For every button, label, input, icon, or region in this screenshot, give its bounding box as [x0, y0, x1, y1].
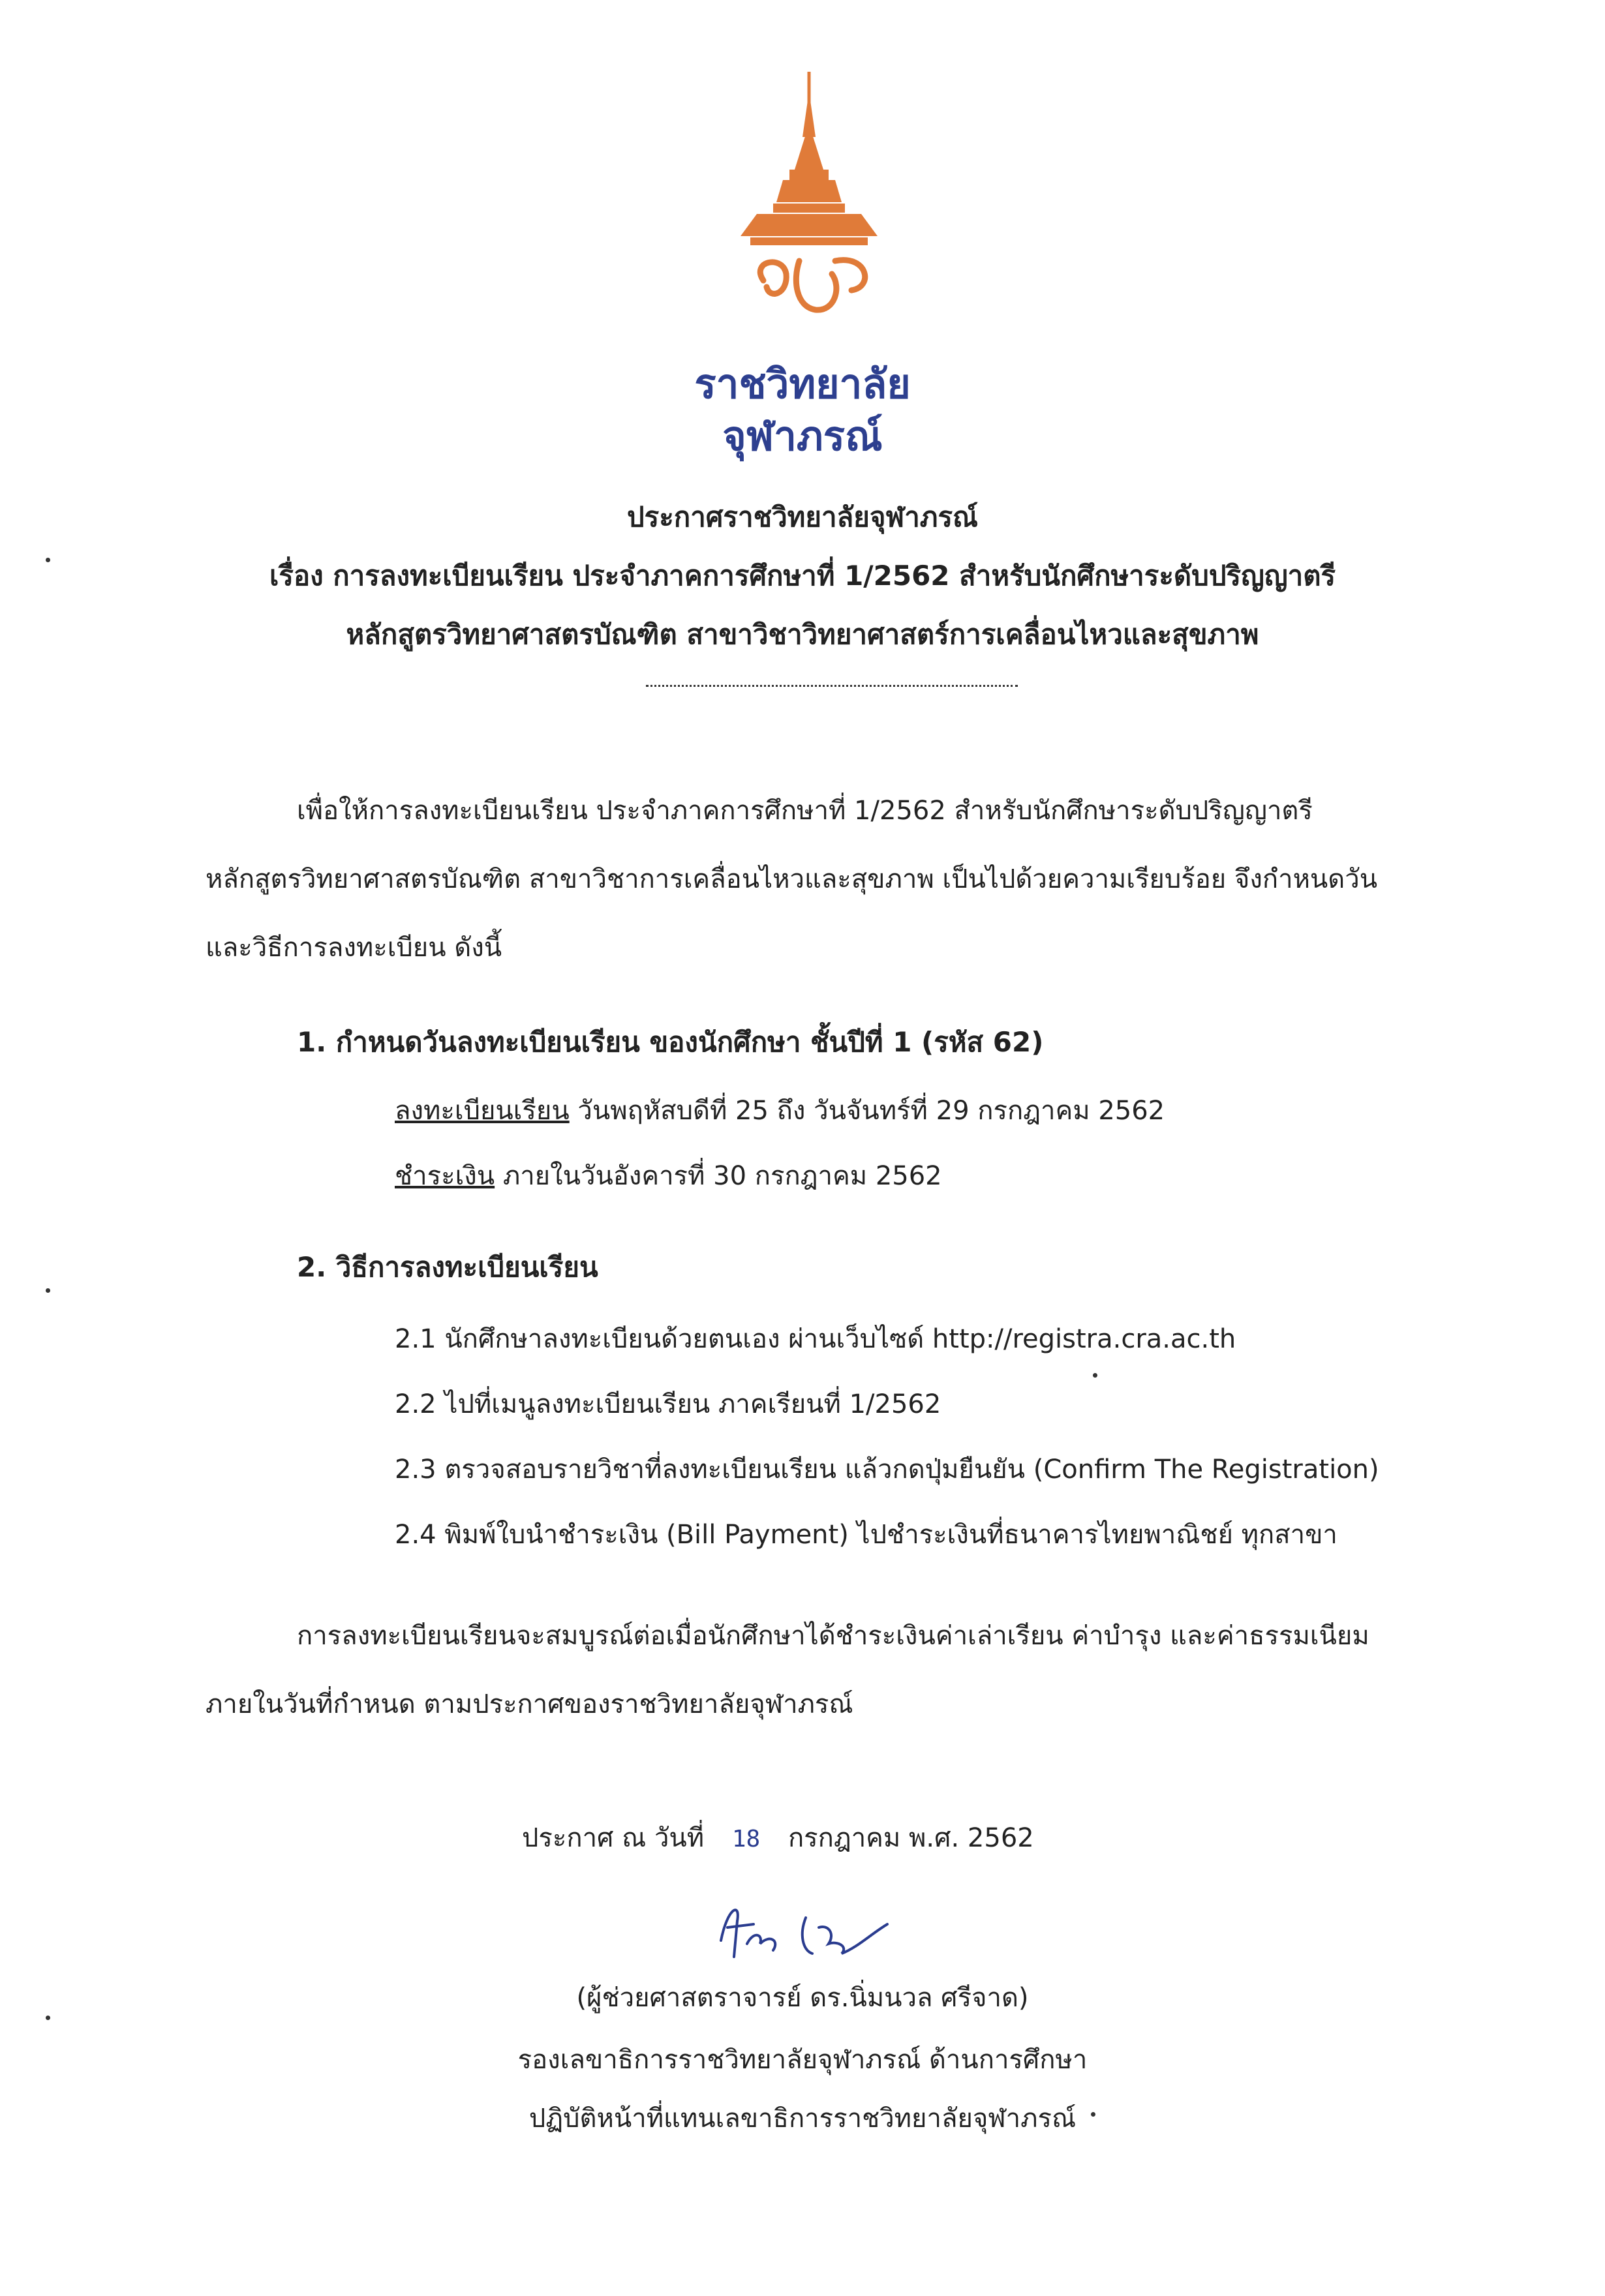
scan-speck	[46, 1288, 50, 1293]
intro-line-3: และวิธีการลงทะเบียน ดังนี้	[206, 933, 502, 963]
signatory-position-1: รองเลขาธิการราชวิทยาลัยจุฬาภรณ์ ด้านการศึกษา	[517, 2045, 1088, 2075]
step-item: 2.2 ไปที่เมนูลงทะเบียนเรียน ภาคเรียนที่ 1/2562	[395, 1389, 941, 1419]
scan-speck	[1093, 1373, 1097, 1378]
scan-speck	[46, 558, 50, 562]
signatory-position-2: ปฏิบัติหน้าที่แทนเลขาธิการราชวิทยาลัยจุฬาภรณ์	[528, 2104, 1077, 2134]
scan-speck	[1091, 2112, 1095, 2117]
date-day: 18	[731, 1826, 761, 1852]
announcement-program: หลักสูตรวิทยาศาสตรบัณฑิต สาขาวิชาวิทยาศาสตร์การเคลื่อนไหวและสุขภาพ	[346, 618, 1259, 650]
intro-line-1: เพื่อให้การลงทะเบียนเรียน ประจำภาคการศึกษาที่ 1/2562 สำหรับนักศึกษาระดับปริญญาตรี	[297, 796, 1313, 826]
announcement-subject: เรื่อง การลงทะเบียนเรียน ประจำภาคการศึกษาที่ 1/2562 สำหรับนักศึกษาระดับปริญญาตรี	[269, 560, 1336, 592]
logo-text-line1: ราชวิทยาลัย	[694, 360, 911, 408]
step-item: 2.3 ตรวจสอบรายวิชาที่ลงทะเบียนเรียน แล้วกดปุ่มยืนยัน (Confirm The Registration)	[395, 1455, 1379, 1485]
date-prefix: ประกาศ ณ วันที่	[522, 1823, 705, 1853]
step-item: 2.1 นักศึกษาลงทะเบียนด้วยตนเอง ผ่านเว็บไซด์ http://registra.cra.ac.th	[395, 1324, 1236, 1354]
registration-dates: วันพฤหัสบดีที่ 25 ถึง วันจันทร์ที่ 29 กรกฎาคม 2562	[569, 1096, 1165, 1126]
closing-line-1: การลงทะเบียนเรียนจะสมบูรณ์ต่อเมื่อนักศึกษาได้ชำระเงินค่าเล่าเรียน ค่าบำรุง และค่าธรรมเนียม	[297, 1621, 1369, 1651]
payment-label: ชำระเงิน	[395, 1161, 495, 1191]
logo-text-line2: จุฬาภรณ์	[722, 412, 883, 460]
payment-period	[395, 1155, 942, 1196]
registration-label: ลงทะเบียนเรียน	[395, 1096, 570, 1126]
scan-speck	[46, 2016, 50, 2020]
payment-date: ภายในวันอังคารที่ 30 กรกฎาคม 2562	[495, 1161, 942, 1191]
announcement-date	[522, 1817, 1034, 1858]
dotted-divider	[646, 685, 1018, 687]
handwritten-signature	[708, 1895, 897, 1967]
step-item: 2.4 พิมพ์ใบนำชำระเงิน (Bill Payment) ไปชำระเงินที่ธนาคารไทยพาณิชย์ ทุกสาขา	[395, 1520, 1338, 1550]
announcement-title: ประกาศราชวิทยาลัยจุฬาภรณ์	[626, 501, 979, 533]
closing-line-2: ภายในวันที่กำหนด ตามประกาศของราชวิทยาลัยจุฬาภรณ์	[206, 1689, 853, 1719]
section-2-heading: 2. วิธีการลงทะเบียนเรียน	[297, 1251, 598, 1283]
royal-college-emblem-icon	[711, 65, 907, 339]
section-1-heading: 1. กำหนดวันลงทะเบียนเรียน ของนักศึกษา ชั้นปีที่ 1 (รหัส 62)	[297, 1026, 1044, 1058]
intro-line-2: หลักสูตรวิทยาศาสตรบัณฑิต สาขาวิชาการเคลื่อนไหวและสุขภาพ เป็นไปด้วยความเรียบร้อย จึงกำหนดวัน	[206, 864, 1378, 894]
signatory-name: (ผู้ช่วยศาสตราจารย์ ดร.นิ่มนวล ศรีจาด)	[576, 1983, 1029, 2013]
date-suffix: กรกฎาคม พ.ศ. 2562	[787, 1823, 1034, 1853]
registration-period	[395, 1089, 1165, 1131]
